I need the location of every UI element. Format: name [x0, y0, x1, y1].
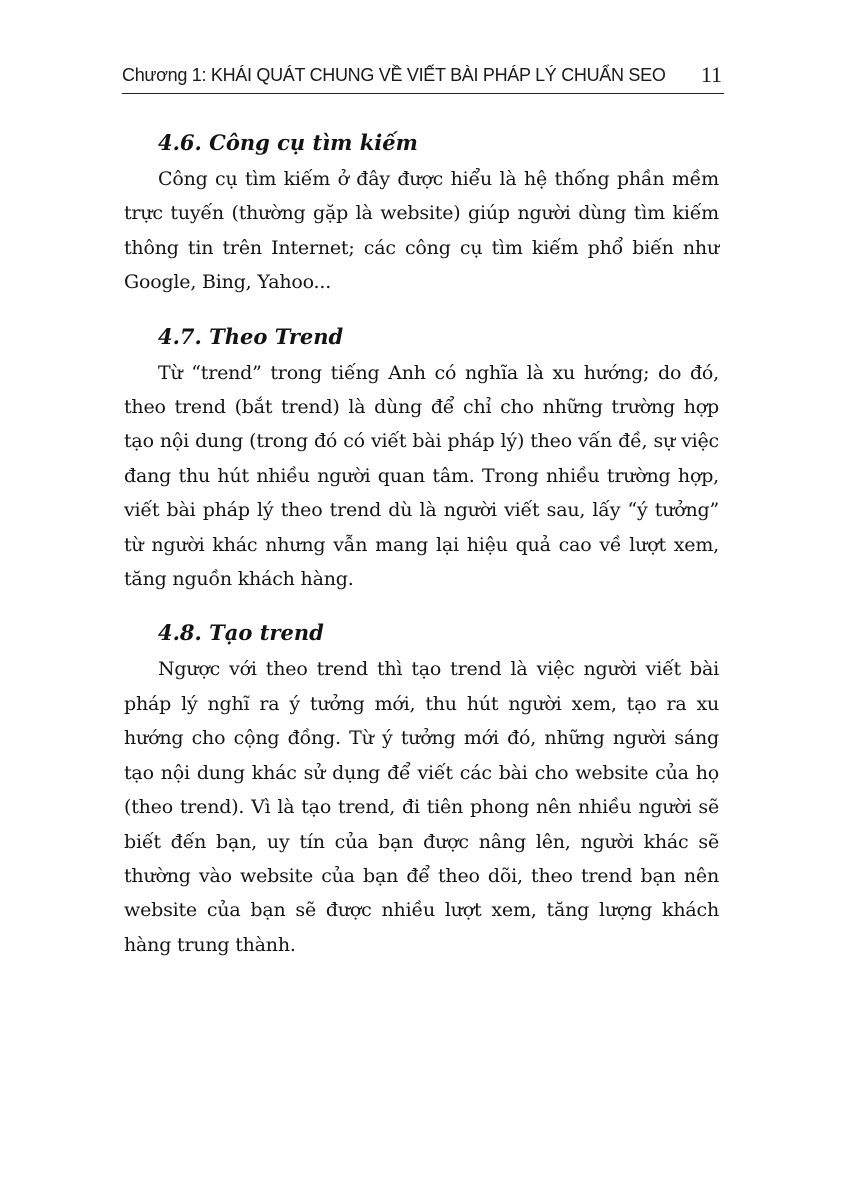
section-paragraph: Công cụ tìm kiếm ở đây được hiểu là hệ thống phần mềm trực tuyến (thường gặp là website) giúp người dùng tìm kiếm thông tin trên Internet; các công cụ tìm kiếm phổ biến như Google, Bing, Yahoo... [124, 168, 719, 294]
section-search-engine [124, 126, 719, 300]
section-paragraph: Ngược với theo trend thì tạo trend là việc người viết bài pháp lý nghĩ ra ý tưởng mới, thu hút người xem, tạo ra xu hướng cho cộng đồng. Từ ý tưởng mới đó, những người sáng tạo nội dung khác sử dụng để viết các bài cho website của họ (theo trend). Vì là tạo trend, đi tiên phong nên nhiều người sẽ biết đến bạn, uy tín của bạn được nâng lên, người khác sẽ thường vào website của bạn để theo dõi, theo trend bạn nên website của bạn sẽ được nhiều lượt xem, tăng lượng khách hàng trung thành. [124, 658, 719, 956]
section-create-trend [124, 616, 719, 962]
section-heading: 4.8. Tạo trend [158, 620, 324, 646]
chapter-running-title: Chương 1: KHÁI QUÁT CHUNG VỀ VIẾT BÀI PHÁP LÝ CHUẨN SEO [122, 65, 666, 85]
page-body [124, 126, 719, 984]
section-heading: 4.6. Công cụ tìm kiếm [158, 130, 418, 155]
section-follow-trend [124, 320, 719, 597]
page-number: 11 [700, 62, 722, 87]
section-heading: 4.7. Theo Trend [158, 323, 344, 349]
section-paragraph: Từ “trend” trong tiếng Anh có nghĩa là xu hướng; do đó, theo trend (bắt trend) là dùng để chỉ cho những trường hợp tạo nội dung (trong đó có viết bài pháp lý) theo vấn đề, sự việc đang thu hút nhiều người quan tâm. Trong nhiều trường hợp, viết bài pháp lý theo trend dù là người viết sau, lấy “ý tưởng” từ người khác nhưng vẫn mang lại hiệu quả cao về lượt xem, tăng nguồn khách hàng. [124, 361, 719, 591]
page-header [122, 62, 724, 94]
